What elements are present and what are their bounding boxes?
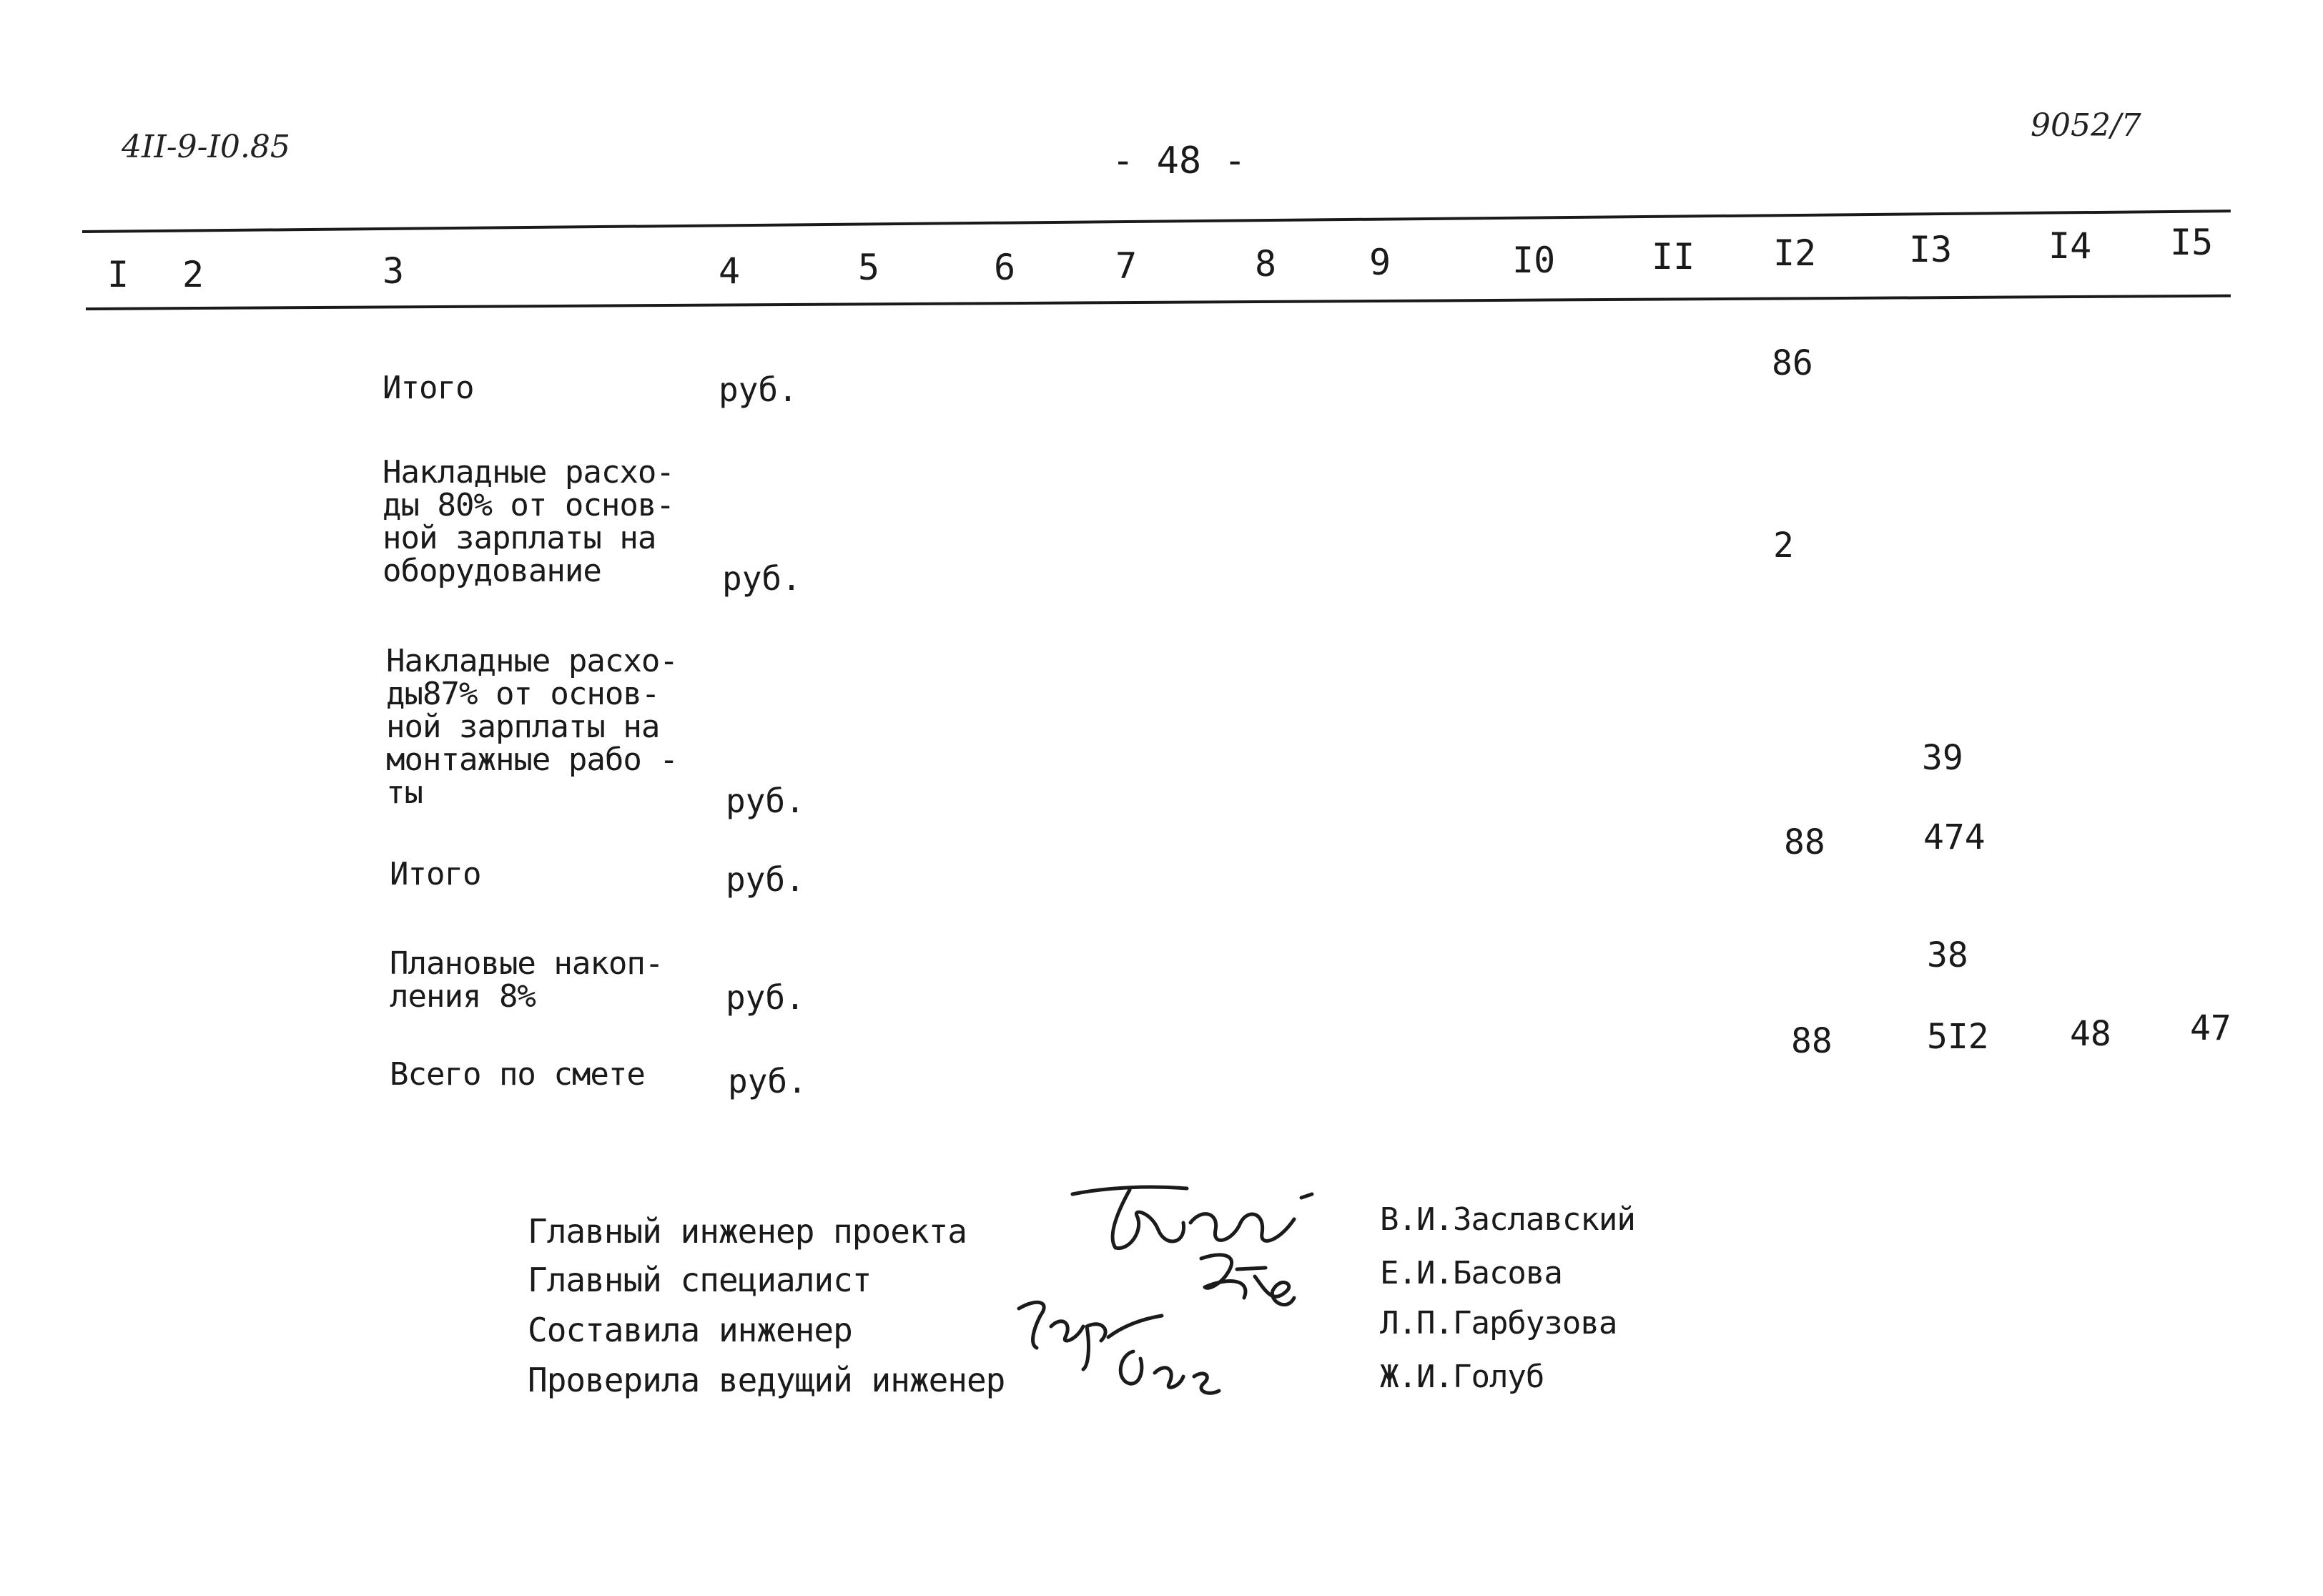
row-value-col13: 39 (1922, 738, 1963, 778)
row-value-col12: 88 (1784, 822, 1825, 862)
signature-name: В.И.Заславский (1380, 1201, 1635, 1238)
column-header-4: 4 (719, 250, 741, 292)
column-header-13: I3 (1909, 229, 1953, 270)
signature-name: Е.И.Басова (1380, 1255, 1562, 1291)
column-header-15: I5 (2170, 222, 2214, 263)
column-header-1: I (107, 254, 129, 295)
handwritten-signature (1187, 1248, 1301, 1319)
column-header-14: I4 (2048, 225, 2092, 267)
row-value-col12: 2 (1773, 526, 1794, 566)
row-label: Итого (390, 856, 481, 892)
row-value-col14: 48 (2070, 1014, 2111, 1054)
column-header-11: II (1652, 236, 1695, 277)
column-header-2: 2 (182, 254, 204, 295)
signature-role: Проверила ведущий инженер (528, 1361, 1005, 1399)
row-value-col13: 474 (1923, 817, 1986, 857)
row-unit: руб. (722, 559, 802, 598)
signature-name: Л.П.Гарбузова (1380, 1305, 1617, 1341)
column-header-9: 9 (1369, 242, 1391, 283)
signature-name: Ж.И.Голуб (1380, 1359, 1544, 1395)
table-header-bottom-rule (86, 295, 2231, 310)
row-label: Накладные расхо- ды87% от основ- ной зарплаты на монтажные рабо - ты (386, 643, 678, 811)
row-label: Плановые накоп- ления 8% (390, 945, 664, 1015)
column-header-3: 3 (383, 250, 405, 292)
row-value-col12: 86 (1772, 343, 1813, 383)
signature-role: Главный специалист (528, 1261, 872, 1299)
row-value-col13: 5I2 (1927, 1017, 1989, 1057)
handwritten-signature (1112, 1341, 1226, 1405)
row-value-col12: 88 (1791, 1021, 1833, 1061)
column-header-6: 6 (994, 247, 1016, 288)
row-label: Всего по смете (390, 1056, 645, 1093)
column-header-12: I2 (1773, 232, 1817, 274)
row-value-col15: 47 (2190, 1008, 2231, 1048)
row-label: Накладные расхо- ды 80% от основ- ной зарплаты на оборудование (383, 454, 674, 589)
document-code: 4II-9-I0.85 (122, 129, 290, 165)
row-unit: руб. (719, 370, 798, 409)
signature-role: Составила инженер (528, 1311, 852, 1349)
column-header-8: 8 (1255, 243, 1277, 285)
row-unit: руб. (728, 1062, 807, 1100)
row-unit: руб. (726, 860, 805, 899)
row-value-col13: 38 (1927, 935, 1968, 975)
handwritten-signature (1065, 1180, 1323, 1258)
column-header-10: I0 (1512, 240, 1556, 281)
row-label: Итого (383, 370, 474, 406)
column-header-5: 5 (858, 247, 880, 288)
signature-role: Главный инженер проекта (528, 1212, 967, 1251)
row-unit: руб. (726, 978, 805, 1017)
column-header-7: 7 (1115, 245, 1138, 287)
sheet-number: 9052/7 (2031, 107, 2141, 144)
row-unit: руб. (726, 782, 805, 820)
page-number: - 48 - (1112, 139, 1246, 182)
